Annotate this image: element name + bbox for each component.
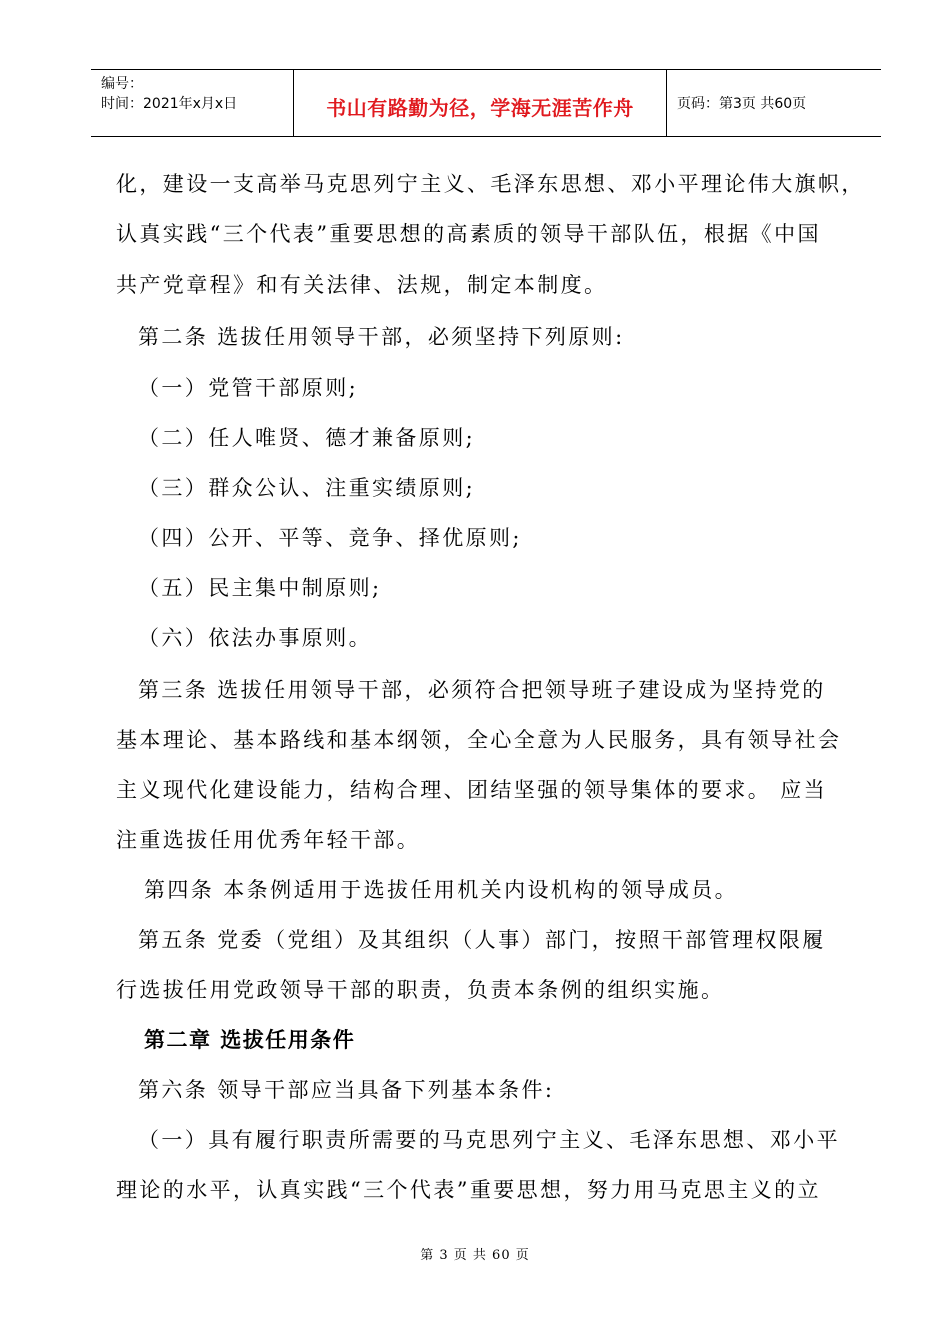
body-line: 基本理论、基本路线和基本纲领，全心全意为人民服务，具有领导社会 [116,728,842,752]
header-page-cell [667,70,881,136]
list-item: （二）任人唯贤、德才兼备原则; [138,426,476,450]
list-item: （四）公开、平等、竞争、择优原则; [138,526,522,550]
header-meta-cell [91,70,294,136]
header-motto-cell [294,70,667,136]
list-item: （一）党管干部原则; [138,376,359,400]
article-5-line: 第五条 党委（党组）及其组织（人事）部门，按照干部管理权限履 [138,928,826,952]
page-header [91,69,881,137]
article-3-line: 第三条 选拔任用领导干部，必须符合把领导班子建设成为坚持党的 [138,678,826,702]
body-line: 共产党章程》和有关法律、法规，制定本制度。 [116,273,608,297]
list-item: （一）具有履行职责所需要的马克思列宁主义、毛泽东思想、邓小平 [138,1128,840,1152]
body-line: 注重选拔任用优秀年轻干部。 [116,828,421,852]
list-item: （三）群众公认、注重实绩原则; [138,476,476,500]
article-2-heading: 第二条 选拔任用领导干部，必须坚持下列原则: [138,325,625,349]
document-time-label: 时间：2021年x月x日 [101,96,238,112]
body-line: 化，建设一支高举马克思列宁主义、毛泽东思想、邓小平理论伟大旗帜， [116,172,865,196]
chapter-heading: 第二章 选拔任用条件 [144,1028,356,1052]
body-line: 主义现代化建设能力，结构合理、团结坚强的领导集体的要求。 应当 [116,778,828,802]
page-footer: 第 3 页 共 60 页 [420,1248,530,1263]
list-item: （五）民主集中制原则; [138,576,382,600]
article-6-line: 第六条 领导干部应当具备下列基本条件: [138,1078,555,1102]
header-motto: 书山有路勤为径，学海无涯苦作舟 [326,96,634,120]
body-line: 行选拔任用党政领导干部的职责，负责本条例的组织实施。 [116,978,725,1002]
article-4-line: 第四条 本条例适用于选拔任用机关内设机构的领导成员。 [144,878,739,902]
body-line: 认真实践“三个代表”重要思想的高素质的领导干部队伍，根据《中国 [116,222,821,246]
document-code-label: 编号： [101,76,143,92]
list-item: （六）依法办事原则。 [138,626,372,650]
body-line: 理论的水平，认真实践“三个代表”重要思想，努力用马克思主义的立 [116,1178,821,1202]
header-page-number: 页码：第3页 共60页 [677,96,807,112]
